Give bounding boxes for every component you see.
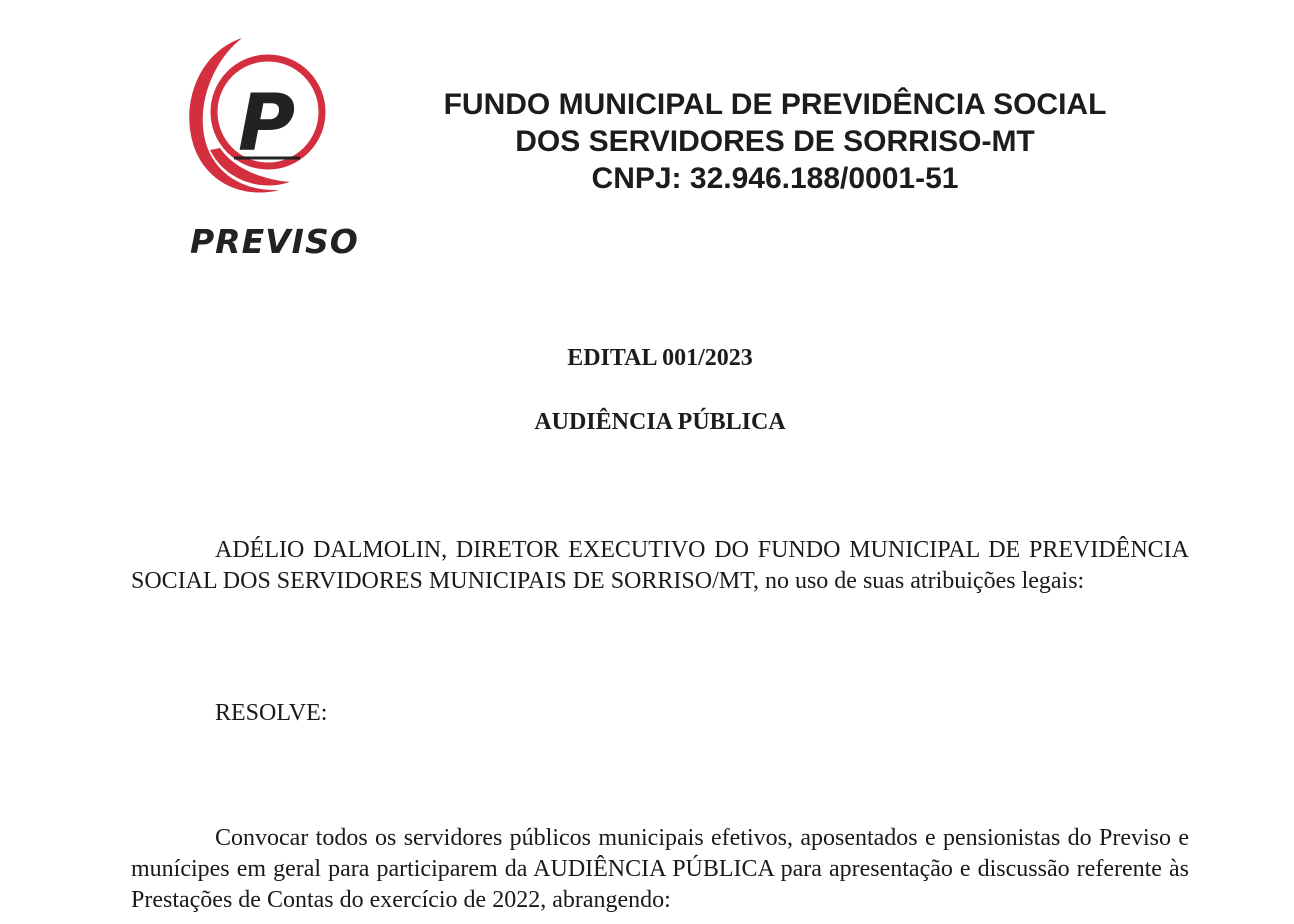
previso-logo	[180, 30, 360, 261]
logo-letter: P	[238, 79, 296, 169]
document-title: EDITAL 001/2023	[567, 345, 753, 371]
header-cnpj: CNPJ: 32.946.188/0001-51	[591, 162, 959, 195]
convocation-paragraph: Convocar todos os servidores públicos municipais efetivos, aposentados e pensionistas do Previso e munícipes em geral para participarem da AUDIÊNCIA PÚBLICA para apresentação e discussão referente às Prestações de Contas do exercício de 2022, abrangendo:	[131, 825, 1189, 913]
previso-logo-icon	[180, 30, 360, 220]
logo-name: PREVISO	[190, 222, 359, 261]
institution-header	[380, 86, 1170, 197]
header-line-2: DOS SERVIDORES DE SORRISO-MT	[515, 125, 1035, 158]
resolve-heading: RESOLVE:	[215, 700, 328, 726]
opening-paragraph: ADÉLIO DALMOLIN, DIRETOR EXECUTIVO DO FUNDO MUNICIPAL DE PREVIDÊNCIA SOCIAL DOS SERVIDORES MUNICIPAIS DE SORRISO/MT, no uso de suas atribuições legais:	[131, 537, 1189, 594]
header-line-1: FUNDO MUNICIPAL DE PREVIDÊNCIA SOCIAL	[443, 88, 1107, 121]
document-subtitle: AUDIÊNCIA PÚBLICA	[534, 409, 786, 435]
